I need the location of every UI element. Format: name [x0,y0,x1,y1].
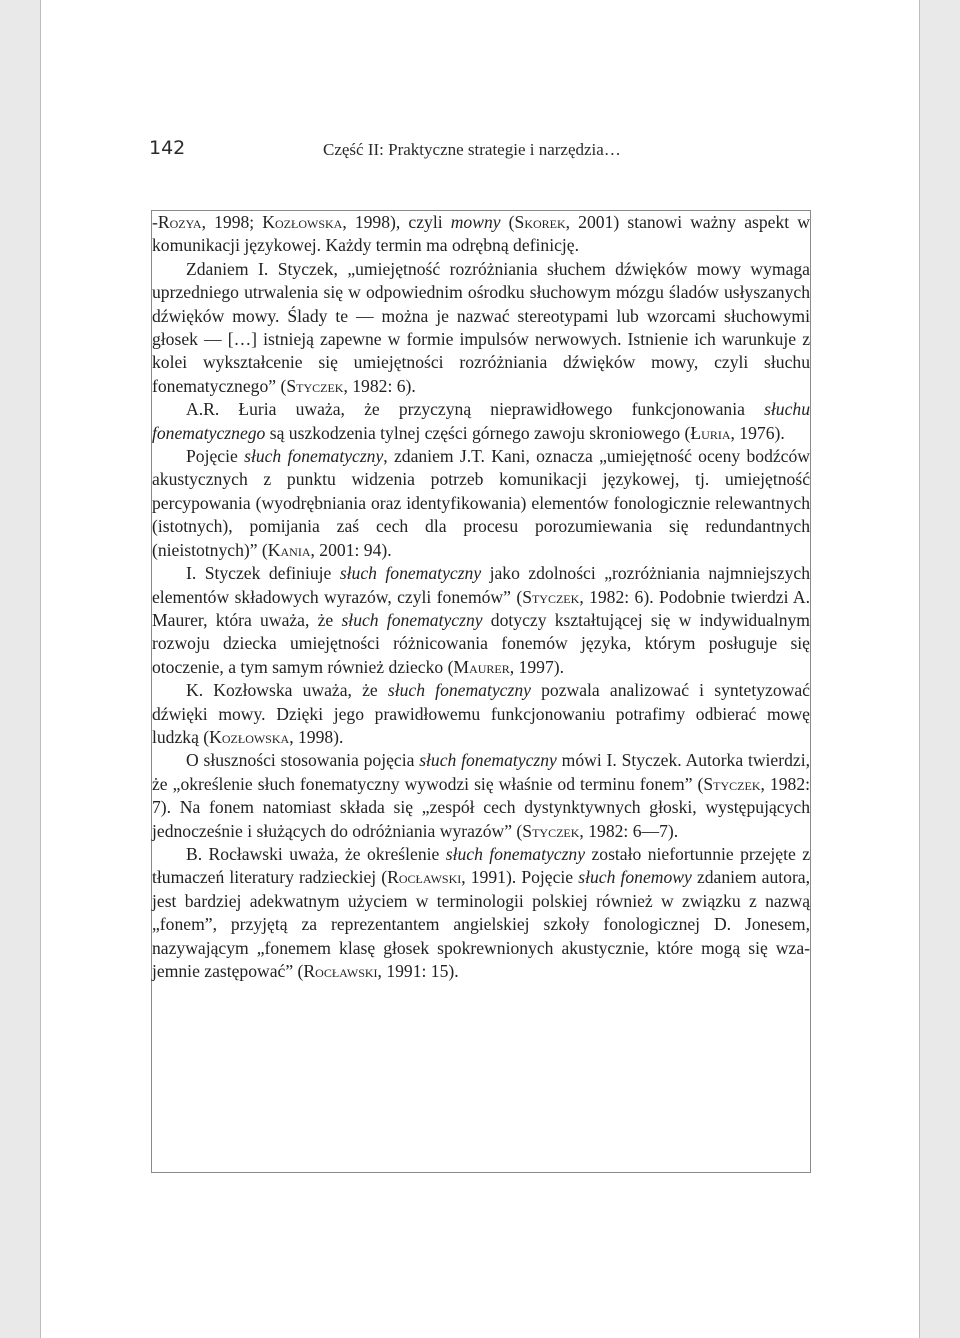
text-run: ( [500,212,515,232]
author-citation: Styczek [286,375,344,396]
italic-term: słuch fonemowy [578,867,692,888]
text-run: - [152,212,158,232]
author-citation: Kania [267,539,311,560]
author-citation: Maurer [453,656,510,677]
author-citation: Rocławski [303,961,378,981]
text-run: , 1982: 6—7). [579,820,679,841]
author-citation: Styczek [522,820,580,841]
paragraph [152,562,810,679]
text-run: , 1982: 6). [343,375,416,396]
text-run: , 2001) stanowi ważny aspekt w komunikacji językowej. Każdy termin ma odrębną definicję. [152,212,810,256]
paragraph [152,679,810,749]
text-run: A.R. Łuria uważa, że przyczyną nieprawidłowego funkcjonowania [186,399,765,420]
text-run: I. Styczek definiuje [186,563,340,584]
text-run: , 1991: 15). [377,961,459,981]
author-citation: Skorek [514,212,566,232]
italic-term: słuch fonematyczny [419,750,557,771]
text-run: , 1991). Pojęcie [461,867,579,888]
text-frame [151,210,811,1173]
italic-term: słuchu fonematycznego [152,399,810,443]
paragraph [152,749,810,843]
text-run: dotyczy kształtującej się w indywidualnym rozwoju dziecka umiejętności różnicowania fonemów języka, którym posługuje się otoczenie, a tym samym również dziecko ( [152,609,810,677]
text-run: K. Kozłowska uważa, że [186,680,388,701]
text-run: pozwala analizować i syntetyzować dźwięki mowy. Dzięki jego prawidłowemu funkcjonowaniu potrafimy odbierać mowę ludzką ( [152,680,810,747]
paragraph [152,211,810,258]
paragraph [152,843,810,983]
paragraph [152,445,810,562]
author-citation: Rozya [157,212,202,232]
text-run: O słuszności stosowania pojęcia [186,750,420,771]
text-run: , 1998), czyli [342,212,451,232]
text-run: , 1982: 7). Na fonem natomiast składa się „zespół cech dystynktywnych głoski, występujących jednocześnie i służących do odróżniania wyrazów” ( [152,773,811,841]
text-run: są uszkodzenia tylnej części górnego zawoju skroniowego ( [265,422,691,443]
author-citation: Styczek [522,586,580,607]
italic-term: słuch fonematyczny [341,609,483,630]
text-run: zostało niefortunnie przejęte z tłumaczeń literatury radzieckiej ( [152,843,810,888]
text-run: , zdaniem J.T. Kani, oznacza „umiejętność oceny bodźców akustycznych z punktu widzenia potrzeb komunikacji językowej, tj. umiejętność percypowania (wyodrębniania oraz identyfikowania) elementów fonologicznie relewantnych (istotnych), pomijania zaś cech dla procesu porozumiewania się redundantnych (nieistotnych)” ( [152,446,810,560]
italic-term: słuch fonematyczny [445,843,586,864]
text-run: Pojęcie [186,446,245,467]
paragraph [152,398,810,445]
author-citation: Kozłowska [209,726,290,747]
page-header [41,137,919,167]
body-text [152,211,810,983]
text-run: mówi I. Styczek. Autorka twierdzi, że „określenie słuch fonematyczny wywodzi się właśnie od terminu fonem” ( [152,750,810,794]
author-citation: Łuria [690,422,731,443]
text-run: jako zdolności „rozróżniania najmniejszych elementów składowych wyrazów, czyli fonemów” ( [152,563,810,607]
italic-term: słuch fonematyczny [339,563,482,584]
italic-term: mowny [450,212,501,232]
text-run: B. Rocławski uważa, że określenie [186,843,446,864]
italic-term: słuch fonematyczny [244,446,384,467]
text-run: , 1998; [201,212,263,232]
author-citation: Kozłowska [262,212,343,232]
text-run: , 1998). [289,726,344,747]
text-run: , 1982: 6). Podobnie twierdzi A. Maurer, która uważa, że [152,586,810,630]
running-head: Część II: Praktyczne strategie i narzędzia… [323,140,621,159]
text-run: zdaniem autora, jest bardziej adekwatnym użyciem w terminologii polskiej również w związku z nazwą „fonem”, przyjętą za reprezentantem angielskiej szkoły fonologicznej D. Jonesem, nazywającym „fonemem klasę głosek spokrewnionych akustycznie, które mogą się wzajemnie zastępować” ( [152,867,811,981]
page-number: 142 [149,137,186,159]
italic-term: słuch fonematyczny [387,680,531,701]
author-citation: Rocławski [387,867,462,888]
book-page [40,0,920,1338]
text-run: , 2001: 94). [310,539,392,560]
text-run: , 1997). [509,656,564,677]
paragraph [152,258,810,398]
text-run: Zdaniem I. Styczek, „umiejętność rozróżniania słuchem dźwięków mowy wymaga uprzedniego utrwalenia się w odpowiednim ośrodku słuchowym mózgu śladów usłyszanych dźwięków mowy. Ślady te — można je nazwać stereotypami lub wzorcami słuchowymi głosek — […] istnieją zapewne w formie impulsów nerwowych. Istnienie ich warunkuje z kolei wykształcenie się umiejętności rozróżniania dźwięków mowy, czyli słuchu fonematycznego” ( [152,258,810,396]
text-run: , 1976). [730,422,785,443]
author-citation: Styczek [703,773,761,794]
